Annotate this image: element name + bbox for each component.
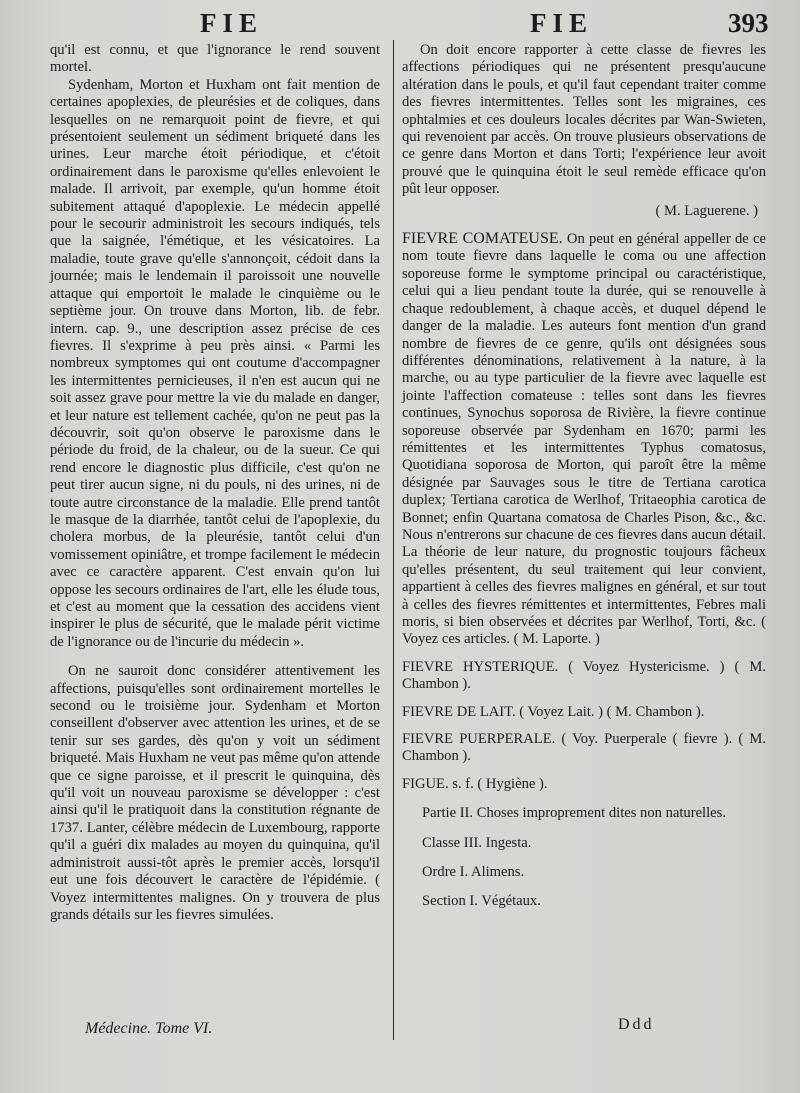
- entry-fievre-de-lait: FIEVRE DE LAIT. ( Voyez Lait. ) ( M. Chambon ).: [402, 703, 705, 720]
- headword: FIEVRE COMATEUSE.: [402, 230, 563, 248]
- column-divider: [393, 40, 394, 1040]
- paragraph-sydenham: Sydenham, Morton et Huxham ont fait mention de certaines apoplexies, de pleurésies et de coliques, dans lesquelles on ne remarquoit point de fievre, et qui présentoient seulement un sédiment briqueté dans les urines. Leur marche étoit périodique, et c'étoit ordinairement dans le paroxisme qu'elles enlevoient le malade. Il arrivoit, par exemple, qu'un homme étoit subitement attaqué d'apoplexie. Le médecin appellé pour le secourir administroit les secours indiqués, tels que la saignée, l'émétique, et les vésicatoires. La maladie, toute grave qu'elle s'annonçoit, cédoit dans la journée; mais le lendemain il paroissoit une nouvelle attaque qui emportoit le malade le cinquième ou le septième jour. On trouve dans Morton, lib. de febr. intern. cap. 9., une description assez précise de ces fievres. Il s'exprime à peu près ainsi. « Parmi les nombreux symptomes qui ont coutume d'accompagner les intermittentes pernicieuses, il n'en est aucun qui ne soit assez grave pour mettre la vie du malade en danger, et leur nature est tellement cachée, qu'on ne peut pas la découvrir, soit qu'on observe le paroxisme dans le période du froid, de la chaleur, ou de la sueur. Ce qui rend encore le diagnostic plus difficile, c'est qu'on ne peut tirer aucun signe, ni du pouls, ni des urines, ni de toute autre circonstance de la maladie. Elle prend tantôt le masque de la diarrhée, tantôt celui de l'apoplexie, du cholera morbus, de la pleurésie, tantôt celui d'un vomissement opiniâtre, et trompe facilement le médecin avec ce caractère apparent. C'est envain qu'on lui oppose les secours ordinaires de l'art, elle les élude tous, et c'est au moment que la cessation des accidens vient inspirer le plus de sécurité, que le malade périt victime de l'ignorance ou de l'incurie du médecin ».: [50, 76, 380, 650]
- running-head-right: FIE: [530, 8, 594, 38]
- article-fievre-comateuse: [402, 230, 766, 649]
- entry-fievre-hysterique: FIEVRE HYSTERIQUE. ( Voyez Hystericisme. ) ( M. Chambon ).: [402, 658, 766, 693]
- partie-line: Partie II. Choses improprement dites non naturelles.: [422, 805, 726, 822]
- paragraph-continuation: qu'il est connu, et que l'ignorance le rend souvent mortel.: [50, 42, 380, 76]
- paragraph-periodic: On doit encore rapporter à cette classe de fievres les affections périodiques qui ne présentent presqu'aucune altération dans le pouls, et qu'il faut cependant traiter comme des fievres intermittentes. Telles sont les migraines, ces ophtalmies et ces douleurs locales décrites par Wan-Swieten, qui revenoient par accès. On trouve plusieurs observations de ce genre dans Morton et dans Torti; l'expérience leur avoit prouvé que le quinquina étoit le seul remède efficace qu'on pût leur opposer.: [402, 42, 766, 198]
- article-body: On peut en général appeller de ce nom toute fievre dans laquelle le coma ou une affection soporeuse forme le symptome principal ou caractéristique, celui qui a lieu pendant toute la durée, qui se renouvelle à chaque redoublement, à chaque accès, et duquel dépend le danger de la maladie. Les auteurs font mention d'un grand nombre de fievres de ce genre, qu'ils ont désignées sous différentes dénominations, relativement à la nature, à la marche, ou au type particulier de la fievre avec laquelle est jointe l'affection comateuse : telles sont dans les fievres continues, Synochus soporosa de Rivière, la fievre continue soporeuse observée par Sydenham en 1670; parmi les rémittentes et les intermittentes Typhus comatosus, Quotidiana soporosa de Morton, qui paroît être la même désignée par Sauvages sous le titre de Tertiana carotica duplex; Tertiana carotica de Werlhof, Tritaeophia carotica de Bonnet; enfin Quartana comatosa de Charles Pison, &c., &c. Nous n'entrerons sur chacune de ces fievres dans aucun détail. La théorie de leur nature, du prognostic toujours fâcheux qu'elles présentent, du seul traitement qui leur convient, appartient à celles des fievres malignes en général, et sur tout à celles des fievres rémittentes et intermittentes, Febres mali moris, si bien observées et décrites par Werlhof, Torti, &c. ( Voyez ces articles. ( M. Laporte. ): [402, 231, 766, 648]
- page-number: 393: [728, 8, 769, 38]
- left-column: [50, 42, 380, 924]
- section-line: Section I. Végétaux.: [422, 893, 541, 910]
- running-head-left: FIE: [200, 8, 264, 38]
- ordre-line: Ordre I. Alimens.: [422, 864, 525, 881]
- entry-fievre-puerperale: FIEVRE PUERPERALE. ( Voy. Puerperale ( fievre ). ( M. Chambon ).: [402, 731, 766, 765]
- entry-figue: FIGUE. s. f. ( Hygiène ).: [402, 775, 548, 792]
- volume-footer: Médecine. Tome VI.: [85, 1020, 213, 1037]
- author-signature: ( M. Laguerene. ): [655, 202, 758, 219]
- paragraph-treatment: On ne sauroit donc considérer attentivement les affections, puisqu'elles sont ordinairement mortelles le second ou le troisième jour. Sydenham et Morton conseillent d'observer avec attention les urines, et de se tenir sur ses gardes, dès qu'on y voit un sédiment briqueté. Mais Huxham ne veut pas même qu'on attende que ce signe paroisse, et il prescrit le quinquina, dès qu'il voit un nouveau paroxisme se développer : c'est ainsi qu'il le pratiquoit dans la constitution régnante de 1737. Lanter, célèbre médecin de Luxembourg, rapporte qu'il a guéri dix malades au moyen du quinquina, qu'il administroit aussi-tôt après le premier accès, lorsqu'il eut une fois découvert le caractère de l'épidémie. ( Voyez intermittentes malignes. On y trouvera de plus grands détails sur les fievres simulées.: [50, 663, 380, 923]
- classe-line: Classe III. Ingesta.: [422, 834, 532, 851]
- right-column: [402, 42, 766, 911]
- signature-mark: Ddd: [618, 1016, 655, 1033]
